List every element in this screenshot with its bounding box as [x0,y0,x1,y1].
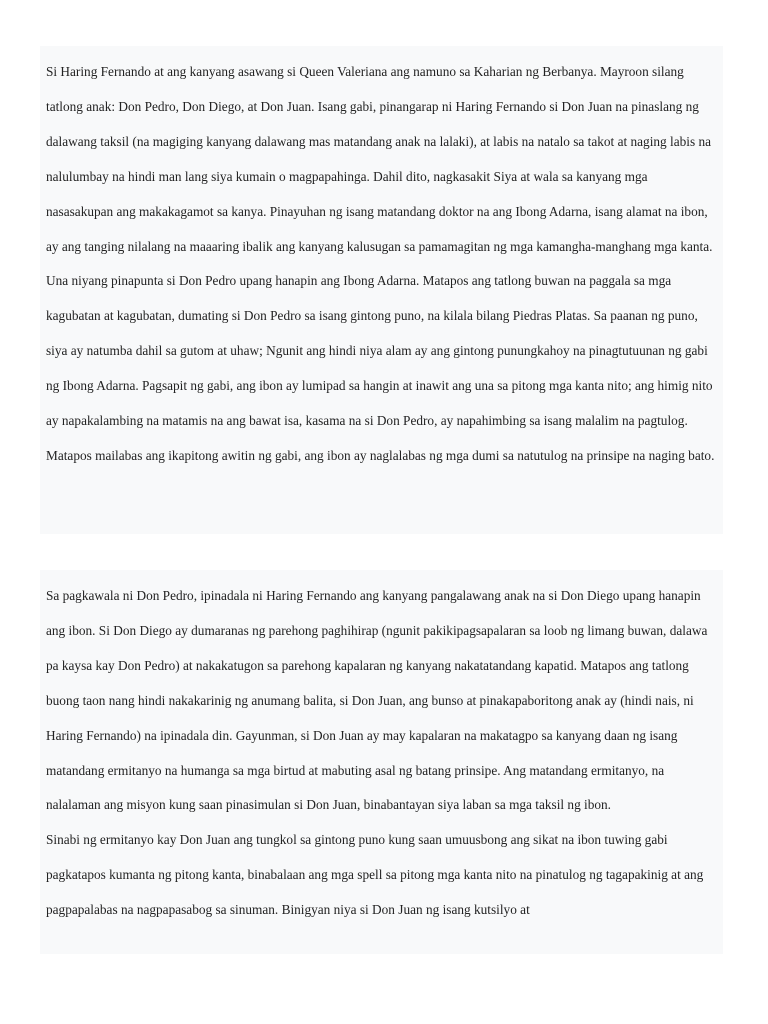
paragraph: Sinabi ng ermitanyo kay Don Juan ang tungkol sa gintong puno kung saan umuusbong ang sikat na ibon tuwing gabi pagkatapos kumanta ng pitong kanta, binabalaan ang mga spell sa pitong mga kanta nito na pinatulog ng tagapakinig at ang pagpapalabas na nagpapasabog sa sinuman. Binigyan niya si Don Juan ng isang kutsilyo at [46,832,704,918]
paragraph: Si Haring Fernando at ang kanyang asawang si Queen Valeriana ang namuno sa Kaharian ng Berbanya. Mayroon silang tatlong anak: Don Pedro, Don Diego, at Don Juan. Isang gabi, pinangarap ni Haring Fernando si Don Juan na pinaslang ng dalawang taksil (na magiging kanyang dalawang mas matandang anak na lalaki), at labis na natalo sa takot at naging labis na nalulumbay na hindi man lang siya kumain o magpapahinga. Dahil dito, nagkasakit Siya at wala sa kanyang mga nasasakupan ang makakagamot sa kanya. Pinayuhan ng isang matandang doktor na ang Ibong Adarna, isang alamat na ibon, ay ang tanging nilalang na maaaring ibalik ang kanyang kalusugan sa pamamagitan ng mga kamangha-manghang mga kanta. Una niyang pinapunta si Don Pedro upang hanapin ang Ibong Adarna. Matapos ang tatlong buwan na paggala sa mga kagubatan at kagubatan, dumating si Don Pedro sa isang gintong puno, na kilala bilang Piedras Platas. Sa paanan ng puno, siya ay natumba dahil sa gutom at uhaw; Ngunit ang hindi niya alam ay ang gintong punungkahoy na pinagtutuunan ng gabi ng Ibong Adarna. Pagsapit ng gabi, ang ibon ay lumipad sa hangin at inawit ang una sa pitong mga kanta nito; ang himig nito ay napakalambing na matamis na ang bawat isa, kasama na si Don Pedro, ay napahimbing sa isang malalim na pagtulog. Matapos mailabas ang ikapitong awitin ng gabi, ang ibon ay naglalabas ng mga dumi sa natutulog na prinsipe na naging bato. [46,64,715,463]
text-block-2 [40,570,723,954]
text-block-1 [40,46,723,534]
paragraph: Sa pagkawala ni Don Pedro, ipinadala ni Haring Fernando ang kanyang pangalawang anak na si Don Diego upang hanapin ang ibon. Si Don Diego ay dumaranas ng parehong paghihirap (ngunit pakikipagsapalaran sa loob ng limang buwan, dalawa pa kaysa kay Don Pedro) at nakakatugon sa parehong kapalaran ng kanyang nakatatandang kapatid. Matapos ang tatlong buong taon nang hindi nakakarinig ng anumang balita, si Don Juan, ang bunso at pinakapaboritong anak ay (hindi nais, ni Haring Fernando) na ipinadala din. Gayunman, si Don Juan ay may kapalaran na makatagpo sa kanyang daan ng isang matandang ermitanyo na humanga sa mga birtud at mabuting asal ng batang prinsipe. Ang matandang ermitanyo, na nalalaman ang misyon kung saan pinasimulan si Don Juan, binabantayan siya laban sa mga taksil ng ibon. [46,588,708,813]
